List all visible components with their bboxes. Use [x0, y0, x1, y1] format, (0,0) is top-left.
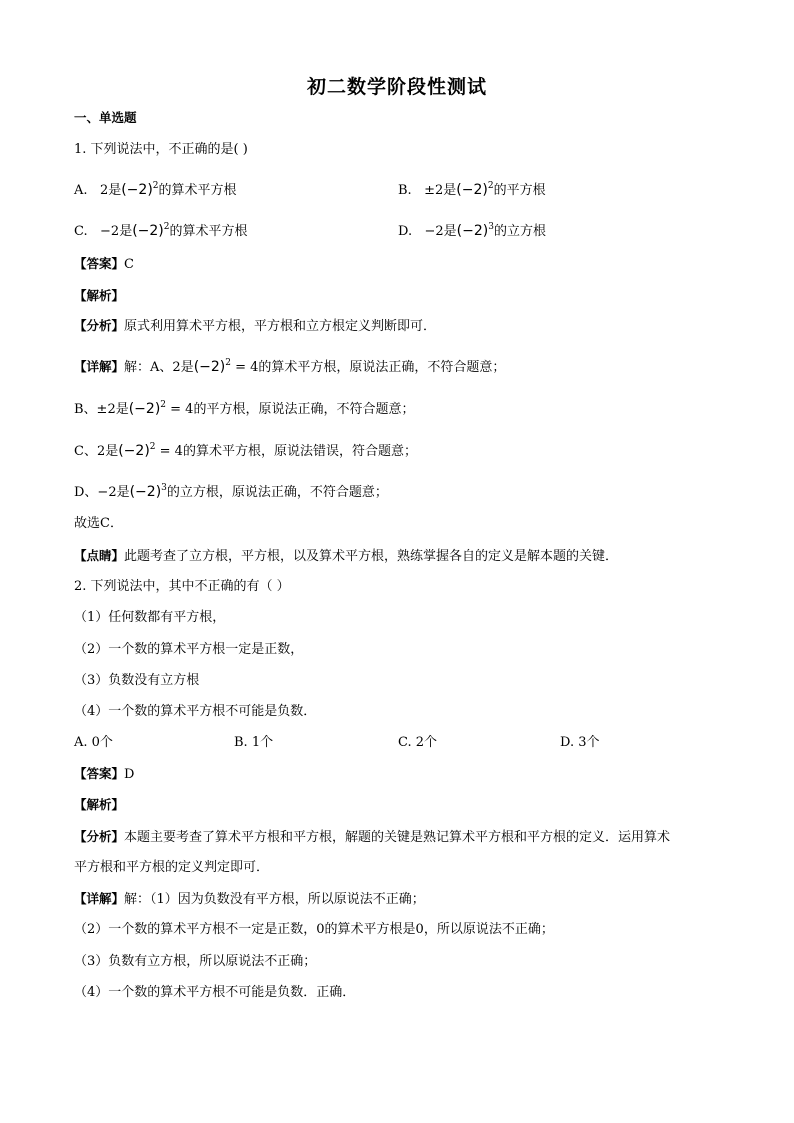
q2-detail-4: （4）一个数的算术平方根不可能是负数．正确． — [74, 985, 356, 1000]
exponent: 2 — [163, 222, 170, 232]
fenxi-text: 原式利用算术平方根，平方根和立方根定义判断即可． — [124, 319, 437, 334]
detail-text: 解：（1）因为负数没有平方根，所以原说法不正确； — [124, 892, 425, 907]
detail-tag: 【详解】 — [74, 891, 125, 906]
option-text: 的算术平方根 — [169, 224, 248, 239]
detail-text: 的算术平方根，原说法正确，不符合题意； — [258, 360, 506, 375]
detail-text: 的立方根，原说法正确，不符合题意； — [166, 485, 388, 500]
power-base: (−2) — [118, 443, 150, 459]
fenxi-tag: 【分析】 — [74, 829, 125, 844]
option-text: 2是 — [99, 183, 122, 198]
q1-fenxi — [74, 318, 436, 335]
answer-tag: 【答案】 — [74, 256, 125, 271]
q2-option-c: C. 2个 — [398, 735, 438, 750]
exponent: 2 — [152, 181, 159, 191]
exponent: 2 — [487, 181, 494, 191]
q1-detail-c — [74, 439, 417, 460]
section-heading: 一、单选题 — [74, 110, 137, 125]
q2-detail-2: （2）一个数的算术平方根不一定是正数，0的算术平方根是0，所以原说法不正确； — [74, 922, 554, 937]
q2-statement-4: （4）一个数的算术平方根不可能是负数． — [74, 704, 317, 719]
option-text: 的平方根 — [493, 183, 546, 198]
option-text: ±2是 — [424, 183, 457, 198]
power-base: (−2) — [456, 223, 489, 239]
option-label: A. — [74, 183, 88, 198]
q2-statement-1: （1）任何数都有平方根， — [74, 610, 226, 625]
q1-analysis-tag: 【解析】 — [74, 288, 125, 303]
q1-option-c — [74, 219, 248, 240]
q2-stem: 2. 下列说法中，其中不正确的有（ ） — [74, 579, 290, 594]
q2-detail-3: （3）负数有立方根，所以原说法不正确； — [74, 954, 317, 969]
detail-text: 的算术平方根，原说法错误，符合题意； — [182, 444, 417, 459]
detail-text: 的平方根，原说法正确，不符合题意； — [193, 402, 415, 417]
option-text: 的立方根 — [493, 224, 546, 239]
exponent: 3 — [161, 483, 167, 493]
q2-answer — [74, 766, 134, 783]
answer-tag: 【答案】 — [74, 766, 125, 781]
q1-answer — [74, 256, 134, 273]
equation: = 4 — [166, 402, 194, 417]
q2-option-b: B. 1个 — [234, 735, 274, 750]
q2-detail-1 — [74, 891, 425, 908]
q2-analysis-tag: 【解析】 — [74, 797, 125, 812]
page-title: 初二数学阶段性测试 — [306, 76, 487, 98]
q2-fenxi-1 — [74, 829, 670, 846]
option-text: 的算术平方根 — [158, 183, 237, 198]
exponent: 2 — [225, 358, 231, 368]
detail-text: C、2是 — [74, 444, 119, 459]
power-base: (−2) — [193, 359, 226, 375]
option-label: D. — [398, 224, 413, 239]
q1-comment — [74, 548, 618, 565]
q1-detail-d — [74, 480, 388, 501]
equation: = 4 — [155, 444, 183, 459]
q1-detail-b — [74, 397, 414, 418]
power-base: (−2) — [121, 182, 153, 198]
option-label: C. — [74, 224, 88, 239]
power-base: (−2) — [456, 182, 488, 198]
q1-detail-a — [74, 355, 505, 376]
power-base: (−2) — [132, 223, 164, 239]
option-text: −2是 — [424, 224, 457, 239]
answer-value: C — [124, 257, 134, 272]
q2-option-a: A. 0个 — [74, 735, 113, 750]
exponent: 2 — [160, 400, 167, 410]
fenxi-tag: 【分析】 — [74, 318, 125, 333]
q1-option-b — [398, 178, 546, 199]
q1-stem: 1. 下列说法中，不正确的是( ) — [74, 142, 248, 157]
detail-text: B、±2是 — [74, 402, 129, 417]
fenxi-text: 本题主要考查了算术平方根和平方根，解题的关键是熟记算术平方根和平方根的定义．运用算术 — [124, 830, 671, 845]
comment-text: 此题考查了立方根，平方根，以及算术平方根，熟练掌握各自的定义是解本题的关键． — [124, 549, 619, 564]
exponent: 2 — [149, 442, 156, 452]
q2-statement-3: （3）负数没有立方根 — [74, 673, 200, 688]
detail-text: 解：A、2是 — [124, 360, 194, 375]
answer-value: D — [124, 767, 135, 782]
option-label: B. — [398, 183, 412, 198]
power-base: (−2) — [129, 484, 162, 500]
equation: = 4 — [230, 360, 259, 375]
q1-option-a — [74, 178, 237, 199]
q2-fenxi-2: 平方根和平方根的定义判定即可． — [74, 860, 270, 875]
detail-text: D、−2是 — [74, 485, 130, 500]
exponent: 3 — [488, 222, 494, 232]
option-text: −2是 — [100, 224, 133, 239]
q1-option-d — [398, 219, 546, 240]
comment-tag: 【点睛】 — [74, 548, 125, 563]
q2-option-d: D. 3个 — [560, 735, 600, 750]
q2-statement-2: （2）一个数的算术平方根一定是正数， — [74, 642, 304, 657]
power-base: (−2) — [128, 401, 161, 417]
detail-tag: 【详解】 — [74, 359, 125, 374]
q1-conclusion: 故选C． — [74, 516, 123, 531]
